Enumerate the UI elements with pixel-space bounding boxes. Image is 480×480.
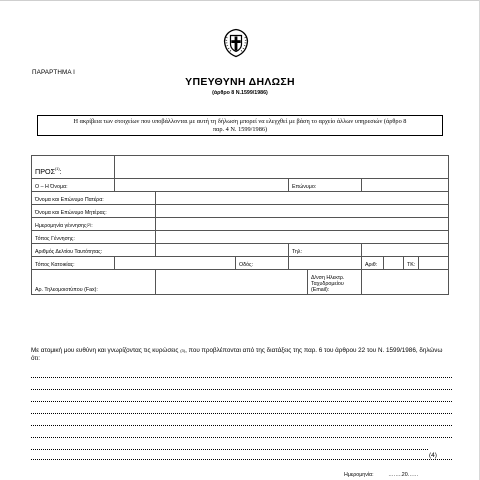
mother-name-field[interactable] [156,205,449,218]
id-number-field[interactable] [156,244,289,257]
mother-name-label: Όνομα και Επώνυμο Μητέρας: [32,205,156,218]
accuracy-notice [37,115,443,136]
date-line: Ημερομηνία: ……..20…… [344,472,419,478]
father-name-label: Όνομα και Επώνυμο Πατέρα: [32,192,156,205]
personal-details-table [31,155,449,295]
phone-field[interactable] [362,244,449,257]
notice-line-1: Η ακρίβεια των στοιχείων που υποβάλλονται με αυτή τη δήλωση μπορεί να ελεγχθεί με βάση το αρχείο άλλων υπηρεσιών (άρθρο 8 [73,118,407,125]
greek-emblem-icon [221,28,251,58]
fax-label: Αρ. Τηλεομοιοτύπου (Fax): [32,270,156,295]
name-field[interactable] [115,179,289,192]
declaration-text: Με ατομική μου ευθύνη και γνωρίζοντας τις κυρώσεις $^{(3)}$, που προβλέπονται από της διατάξεις της παρ. 6 του άρθρου 22 του Ν. 1599/1986, δηλώνω ότι: [31,347,443,362]
surname-field[interactable] [362,179,449,192]
fax-field[interactable] [156,270,308,295]
footnote-ref-4: (4) [429,452,437,459]
declaration-line-4[interactable] [31,413,452,414]
postcode-label: ΤΚ: [404,257,419,270]
page-top-edge [0,0,480,1]
declaration-line-2[interactable] [31,389,452,390]
name-label: Ο – Η Όνομα: [32,179,115,192]
document-title: ΥΠΕΥΘΥΝΗ ΔΗΛΩΣΗ [185,76,295,88]
id-number-label: Αριθμός Δελτίου Ταυτότητας: [32,244,156,257]
father-name-field[interactable] [156,192,449,205]
document-subtitle: (άρθρο 8 Ν.1599/1986) [212,90,268,96]
street-number-label: Αριθ: [362,257,384,270]
declaration-line-7[interactable] [31,449,428,450]
declaration-footnote-ref: (3) [180,348,186,353]
to-field[interactable] [115,156,449,179]
surname-label: Επώνυμο: [289,179,362,192]
declaration-line-3[interactable] [31,401,452,402]
declaration-line-6[interactable] [31,437,452,438]
notice-line-2: παρ. 4 Ν. 1599/1986) [212,126,268,133]
residence-label: Τόπος Κατοικίας: [32,257,115,270]
phone-label: Τηλ: [289,244,362,257]
postcode-field[interactable] [419,257,449,270]
email-field[interactable] [362,270,449,295]
annex-label: ΠΑΡΑΡΤΗΜΑ Ι [32,69,75,76]
to-label: ΠΡΟΣ$^{(1)}$: [32,156,115,179]
birthplace-label: Τόπος Γέννησης: [32,231,156,244]
residence-field[interactable] [115,257,236,270]
declaration-line-8[interactable] [31,459,452,460]
birthdate-label: Ημερομηνία γέννησης$^{(2)}$: [32,218,156,231]
email-label: Δ/νση Ηλεκτρ. Ταχυδρομείου (Εmail): [308,270,362,295]
birthdate-field[interactable] [156,218,449,231]
street-field[interactable] [289,257,362,270]
street-label: Οδός: [236,257,289,270]
birthplace-field[interactable] [156,231,449,244]
declaration-line-1[interactable] [31,377,452,378]
street-number-field[interactable] [384,257,404,270]
declaration-line-5[interactable] [31,425,452,426]
